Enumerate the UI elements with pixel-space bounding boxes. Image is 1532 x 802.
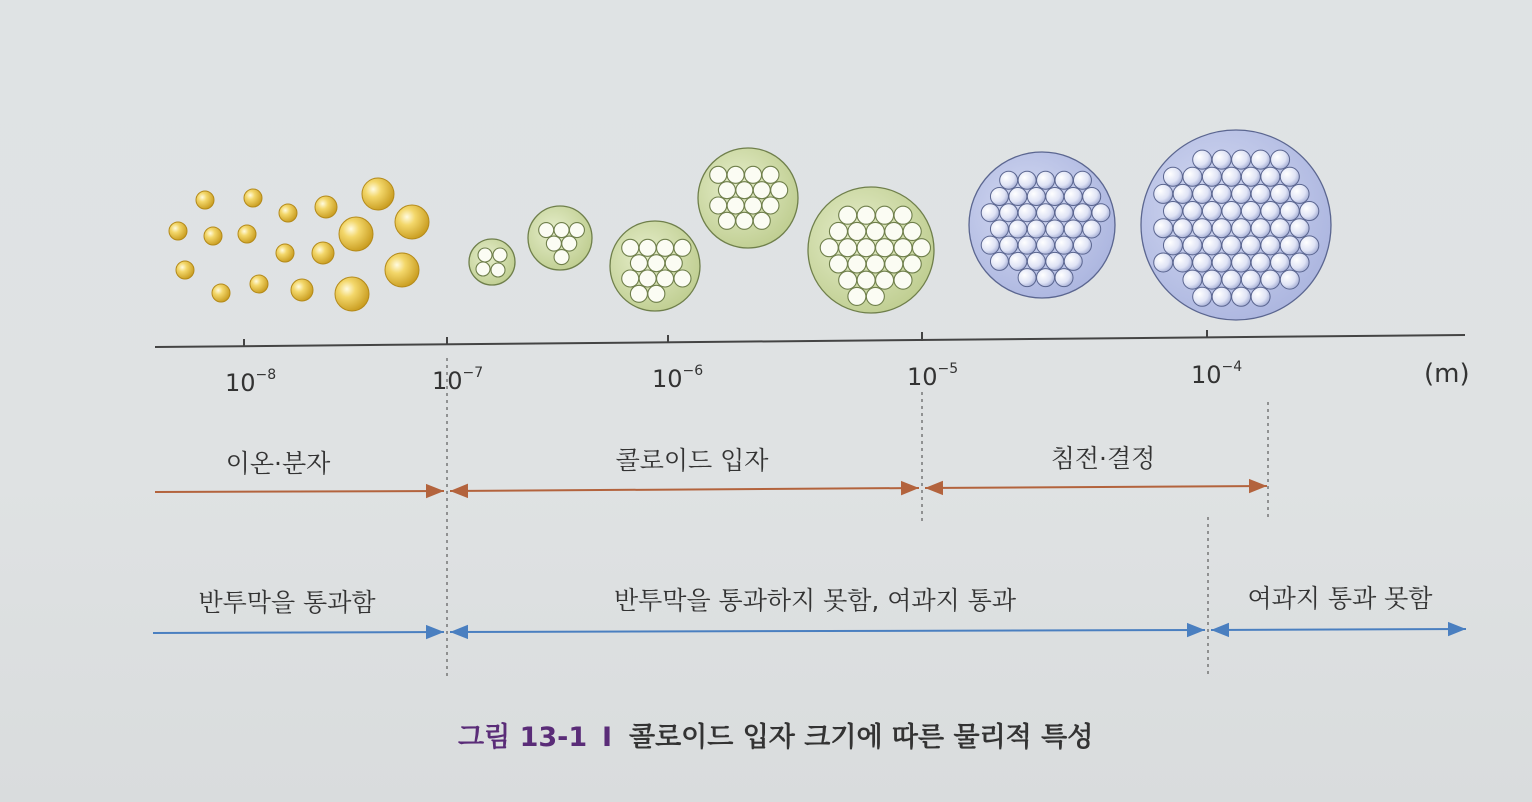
colloid-subparticle — [476, 262, 490, 276]
precipitate-subparticle — [1202, 202, 1221, 221]
precipitate-subparticle — [1222, 270, 1241, 289]
precipitate-subparticle — [1202, 167, 1221, 186]
arrow-passes-membrane — [153, 632, 444, 633]
precipitate-subparticle — [1083, 220, 1101, 238]
ion-sphere — [204, 227, 222, 245]
colloid-subparticle — [657, 239, 674, 256]
colloid-subparticle — [903, 222, 921, 240]
precipitate-subparticle — [1064, 220, 1082, 238]
tick-label-1e-5: $10^{-5}$ — [907, 361, 959, 391]
precipitate-subparticle — [1092, 204, 1110, 222]
colloid-subparticle — [848, 222, 866, 240]
precipitate-subparticle — [1163, 236, 1182, 255]
precipitate-subparticle — [1173, 219, 1192, 238]
precipitate-subparticle — [1009, 252, 1027, 270]
precipitate-subparticle — [1202, 270, 1221, 289]
ion-sphere — [312, 242, 334, 264]
ion-sphere — [276, 244, 294, 262]
precipitate-subparticle — [1212, 219, 1231, 238]
precipitate-subparticle — [1163, 167, 1182, 186]
colloid-subparticle — [762, 197, 779, 214]
precipitate-subparticle — [1027, 220, 1045, 238]
colloid-subparticle — [674, 270, 691, 287]
precipitate-subparticle — [1280, 270, 1299, 289]
precipitate-subparticle — [990, 220, 1008, 238]
precipitate-subparticle — [1241, 236, 1260, 255]
precipitate-subparticle — [1271, 253, 1290, 272]
precipitate-subparticle — [1280, 202, 1299, 221]
colloid-subparticle — [630, 285, 647, 302]
precipitate-subparticle — [1046, 252, 1064, 270]
colloid-subparticle — [894, 271, 912, 289]
precipitate-subparticle — [1154, 219, 1173, 238]
colloid-subparticle — [753, 182, 770, 199]
precipitate-subparticle — [1251, 253, 1270, 272]
precipitate-subparticle — [1290, 219, 1309, 238]
precipitate-subparticle — [1000, 236, 1018, 254]
precipitate-subparticle — [1202, 236, 1221, 255]
colloid-subparticle — [848, 255, 866, 273]
precipitate-subparticle — [1037, 236, 1055, 254]
precipitate-subparticle — [1261, 236, 1280, 255]
precipitate-subparticle — [1241, 270, 1260, 289]
ion-sphere — [291, 279, 313, 301]
colloid-subparticle — [478, 248, 492, 262]
colloid-subparticle — [493, 248, 507, 262]
precipitate-subparticle — [1271, 184, 1290, 203]
precipitate-subparticle — [1251, 184, 1270, 203]
colloid-subparticle — [857, 239, 875, 257]
precipitate-subparticle — [1212, 150, 1231, 169]
colloid-subparticle — [857, 206, 875, 224]
precipitate-subparticle — [1009, 187, 1027, 205]
precipitate-subparticle — [1193, 150, 1212, 169]
precipitate-subparticle — [1018, 204, 1036, 222]
colloid-subparticle — [876, 239, 894, 257]
colloid-subparticle — [727, 197, 744, 214]
precipitate-subparticle — [1018, 236, 1036, 254]
colloid-subparticle — [829, 222, 847, 240]
colloid-subparticle — [839, 206, 857, 224]
precipitate-subparticle — [1193, 184, 1212, 203]
precipitate-subparticle — [981, 204, 999, 222]
ion-sphere — [385, 253, 419, 287]
precipitate-subparticle — [1009, 220, 1027, 238]
colloid-subparticle — [894, 206, 912, 224]
colloid-subparticle — [630, 255, 647, 272]
precipitate-subparticle — [1271, 150, 1290, 169]
colloid-subparticle — [829, 255, 847, 273]
ion-sphere — [169, 222, 187, 240]
tick-label-1e-8: $10^{-8}$ — [225, 367, 277, 397]
colloid-subparticle — [866, 255, 884, 273]
precipitate-subparticle — [1055, 269, 1073, 287]
ion-sphere — [279, 204, 297, 222]
precipitate-subparticle — [1271, 219, 1290, 238]
precipitate-subparticle — [1193, 287, 1212, 306]
colloid-subparticle — [866, 222, 884, 240]
precipitate-subparticle — [1241, 202, 1260, 221]
precipitate-subparticle — [1290, 253, 1309, 272]
precipitate-subparticle — [1300, 236, 1319, 255]
colloid-subparticle — [554, 223, 569, 238]
precipitate-subparticle — [1173, 253, 1192, 272]
colloid-subparticle — [912, 239, 930, 257]
precipitate-subparticle — [1193, 219, 1212, 238]
colloid-subparticle — [569, 223, 584, 238]
colloid-subparticle — [622, 270, 639, 287]
colloid-subparticle — [639, 239, 656, 256]
ion-sphere — [250, 275, 268, 293]
precipitate-subparticle — [1163, 202, 1182, 221]
precipitate-subparticle — [1083, 187, 1101, 205]
precipitate-subparticle — [1300, 202, 1319, 221]
precipitate-subparticle — [1212, 253, 1231, 272]
arrow-passes-paper — [450, 630, 1205, 632]
precipitate-subparticle — [1193, 253, 1212, 272]
precipitate-subparticle — [1000, 204, 1018, 222]
colloid-subparticle — [876, 206, 894, 224]
colloid-subparticle — [885, 222, 903, 240]
precipitate-subparticle — [1073, 171, 1091, 189]
tick-label-1e-4: $10^{-4}$ — [1191, 359, 1243, 389]
precipitate-subparticle — [1046, 220, 1064, 238]
precipitate-subparticle — [1183, 167, 1202, 186]
colloid-subparticle — [736, 182, 753, 199]
colloid-subparticle — [491, 263, 505, 277]
colloid-subparticle — [839, 239, 857, 257]
colloid-subparticle — [820, 239, 838, 257]
colloid-subparticle — [771, 182, 788, 199]
precipitate-subparticle — [1232, 219, 1251, 238]
precipitate-subparticle — [1046, 187, 1064, 205]
ion-molecule-particles — [169, 178, 429, 311]
ion-sphere — [315, 196, 337, 218]
filter-label-passes-membrane: 반투막을 통과함 — [198, 588, 376, 617]
precipitate-subparticle — [1027, 187, 1045, 205]
precipitate-subparticle — [1212, 287, 1231, 306]
size-range-row — [155, 444, 1267, 492]
ion-sphere — [196, 191, 214, 209]
colloid-subparticle — [903, 255, 921, 273]
precipitate-subparticle — [1055, 204, 1073, 222]
precipitate-subparticle — [1064, 187, 1082, 205]
ion-sphere — [335, 277, 369, 311]
ion-sphere — [176, 261, 194, 279]
arrow-colloid — [450, 488, 919, 491]
precipitate-subparticle — [1251, 219, 1270, 238]
colloid-subparticle — [554, 250, 569, 265]
colloid-subparticle — [718, 182, 735, 199]
colloid-subparticle — [894, 239, 912, 257]
arrow-precipitate — [925, 486, 1267, 488]
precipitate-subparticle — [1018, 269, 1036, 287]
precipitate-subparticle — [1173, 184, 1192, 203]
precipitate-subparticle — [1241, 167, 1260, 186]
colloid-subparticle — [885, 255, 903, 273]
precipitate-subparticle — [1222, 202, 1241, 221]
ion-sphere — [362, 178, 394, 210]
arrow-blocked — [1211, 629, 1466, 630]
precipitate-subparticle — [1222, 167, 1241, 186]
precipitate-subparticle — [1037, 171, 1055, 189]
precipitate-subparticle — [1183, 270, 1202, 289]
colloid-subparticle — [657, 270, 674, 287]
colloid-subparticle — [562, 236, 577, 251]
precipitate-subparticle — [1251, 287, 1270, 306]
caption-separator: I — [602, 722, 613, 753]
colloid-subparticle — [674, 239, 691, 256]
colloid-subparticle — [546, 236, 561, 251]
precipitate-subparticle — [1280, 167, 1299, 186]
colloid-subparticle — [866, 287, 884, 305]
precipitate-subparticle — [990, 187, 1008, 205]
caption-title: 콜로이드 입자 크기에 따른 물리적 특성 — [629, 722, 1094, 753]
colloid-subparticle — [639, 270, 656, 287]
precipitate-subparticle — [1000, 171, 1018, 189]
range-label-ion: 이온·분자 — [225, 449, 331, 478]
colloid-subparticle — [745, 197, 762, 214]
ion-sphere — [339, 217, 373, 251]
precipitate-subparticle — [1027, 252, 1045, 270]
colloid-subparticle — [648, 285, 665, 302]
colloid-subparticle — [857, 271, 875, 289]
ion-sphere — [244, 189, 262, 207]
colloid-subparticle — [753, 212, 770, 229]
precipitate-subparticle — [1290, 184, 1309, 203]
size-axis — [155, 330, 1470, 397]
arrow-ion — [155, 491, 444, 492]
colloid-subparticle — [762, 166, 779, 183]
ion-sphere — [395, 205, 429, 239]
precipitate-subparticle — [1037, 269, 1055, 287]
precipitate-subparticle — [1212, 184, 1231, 203]
precipitate-subparticle — [990, 252, 1008, 270]
precipitate-subparticle — [1055, 236, 1073, 254]
precipitate-subparticle — [1280, 236, 1299, 255]
colloid-subparticle — [710, 197, 727, 214]
ion-sphere — [212, 284, 230, 302]
precipitate-subparticle — [1064, 252, 1082, 270]
colloid-subparticle — [622, 239, 639, 256]
precipitate-subparticle — [1183, 202, 1202, 221]
colloid-subparticle — [839, 271, 857, 289]
precipitate-subparticle — [1018, 171, 1036, 189]
precipitate-subparticle — [1073, 204, 1091, 222]
precipitate-subparticle — [1183, 236, 1202, 255]
tick-label-1e-6: $10^{-6}$ — [652, 363, 704, 393]
precipitate-subparticle — [1232, 150, 1251, 169]
range-label-precipitate: 침전·결정 — [1050, 444, 1156, 473]
precipitate-subparticle — [1073, 236, 1091, 254]
precipitate-subparticle — [1232, 287, 1251, 306]
filter-label-blocked: 여과지 통과 못함 — [1247, 584, 1433, 613]
ion-sphere — [238, 225, 256, 243]
precipitate-subparticle — [1055, 171, 1073, 189]
precipitate-subparticle — [1154, 184, 1173, 203]
colloid-subparticle — [727, 166, 744, 183]
colloid-subparticle — [848, 287, 866, 305]
colloid-subparticle — [736, 212, 753, 229]
filter-range-row — [153, 584, 1466, 633]
precipitate-subparticle — [1037, 204, 1055, 222]
range-label-colloid: 콜로이드 입자 — [615, 446, 769, 475]
axis-line — [155, 335, 1465, 347]
colloid-subparticle — [745, 166, 762, 183]
colloid-subparticle — [648, 255, 665, 272]
filter-label-passes-paper: 반투막을 통과하지 못함, 여과지 통과 — [614, 586, 1016, 615]
precipitate-subparticle — [1251, 150, 1270, 169]
precipitate-subparticle — [1261, 270, 1280, 289]
precipitate-subparticle — [981, 236, 999, 254]
colloid-subparticle — [718, 212, 735, 229]
axis-unit-label: (m) — [1424, 359, 1470, 389]
colloid-subparticle — [539, 223, 554, 238]
caption-number: 그림 13-1 — [458, 722, 588, 753]
figure-caption — [458, 721, 1093, 753]
colloid-subparticle — [710, 166, 727, 183]
colloid-particles — [469, 148, 934, 313]
precipitate-subparticle — [1261, 167, 1280, 186]
precipitate-subparticle — [1232, 253, 1251, 272]
precipitate-subparticle — [1232, 184, 1251, 203]
colloid-subparticle — [665, 255, 682, 272]
precipitate-subparticle — [1261, 202, 1280, 221]
precipitate-crystal-particles — [969, 130, 1331, 320]
precipitate-subparticle — [1154, 253, 1173, 272]
colloid-subparticle — [876, 271, 894, 289]
tick-label-1e-7: $10^{-7}$ — [432, 365, 484, 395]
colloid-cluster — [469, 239, 515, 285]
precipitate-subparticle — [1222, 236, 1241, 255]
